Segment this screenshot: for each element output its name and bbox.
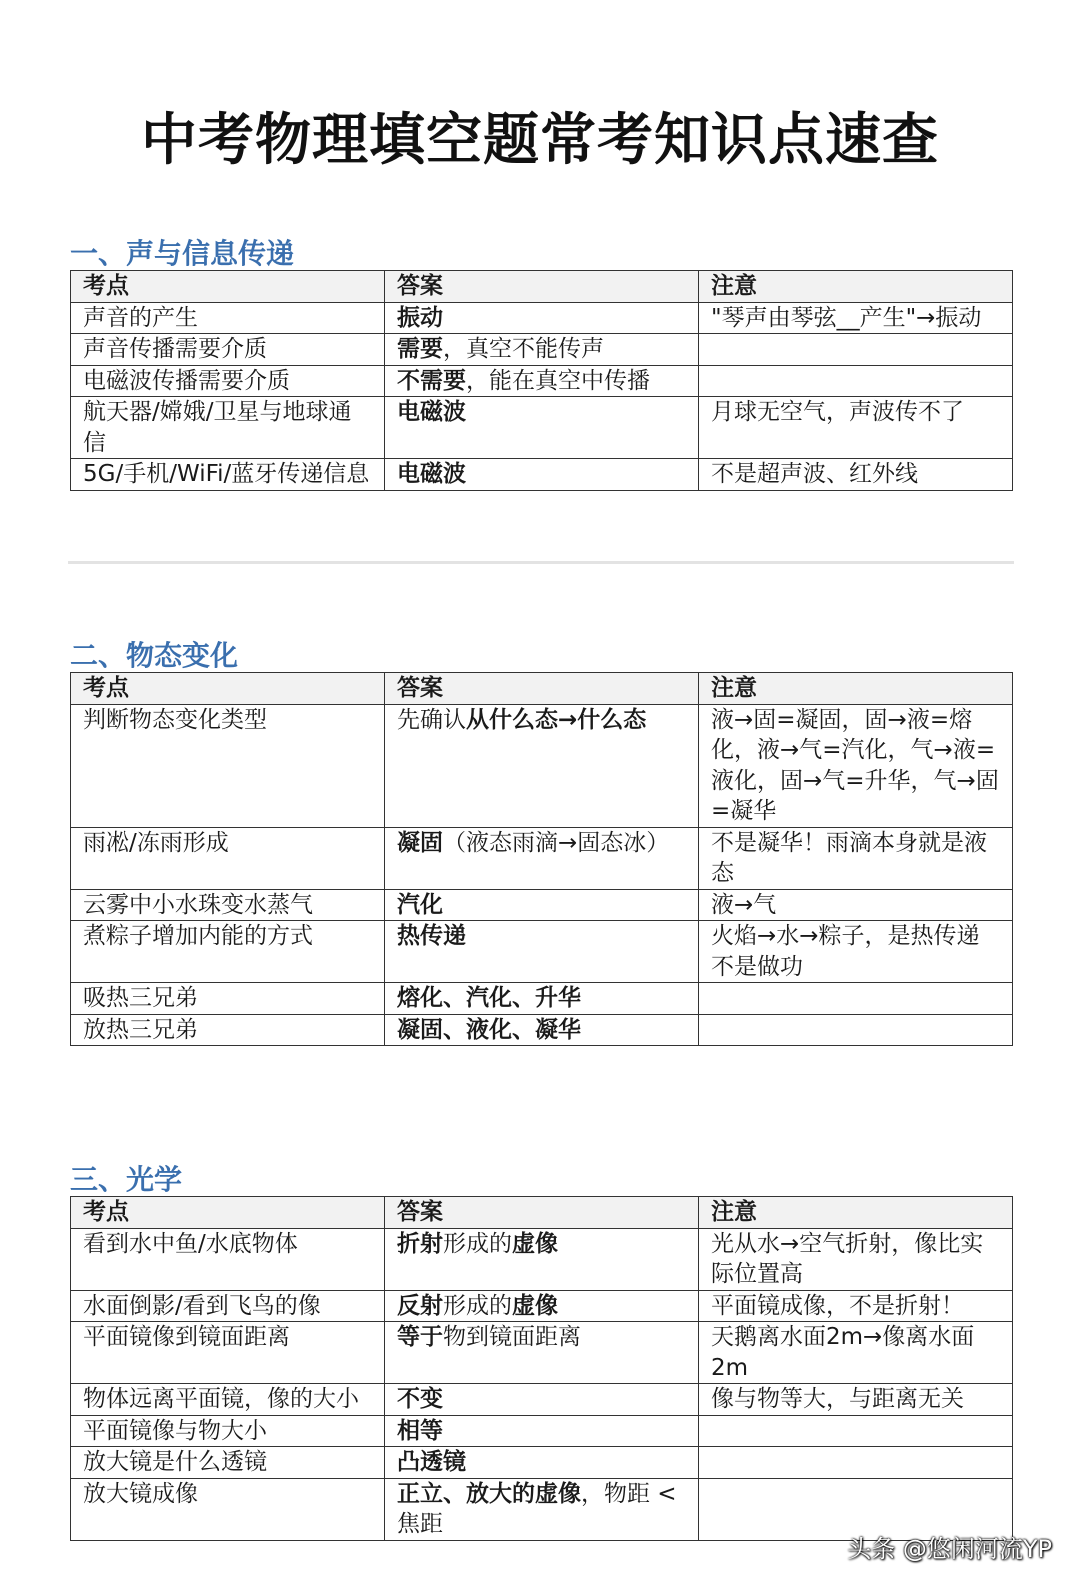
cell-point: 判断物态变化类型 xyxy=(71,704,385,827)
cell-note xyxy=(699,365,1013,397)
page-title: 中考物理填空题常考知识点速查 xyxy=(141,108,939,173)
header-note: 注意 xyxy=(699,1197,1013,1229)
answer-keyword: 反射 xyxy=(397,1292,443,1319)
answer-text: ，物距 < 焦距 xyxy=(397,1480,677,1537)
table-optics xyxy=(70,1196,1013,1541)
section-heading-sound: 一、声与信息传递 xyxy=(70,237,295,270)
cell-answer xyxy=(385,827,699,889)
table-row xyxy=(71,334,1013,366)
table-row xyxy=(71,983,1013,1015)
table-row xyxy=(71,397,1013,459)
header-point: 考点 xyxy=(71,673,385,705)
cell-answer xyxy=(385,1478,699,1540)
header-point: 考点 xyxy=(71,1197,385,1229)
cell-note: 光从水→空气折射，像比实际位置高 xyxy=(699,1228,1013,1290)
cell-answer xyxy=(385,921,699,983)
answer-keyword: 等于 xyxy=(397,1324,443,1350)
answer-text: （液态雨滴→固态冰） xyxy=(443,829,670,856)
answer-keyword: 凸透镜 xyxy=(397,1449,466,1475)
cell-note: "琴声由琴弦__产生"→振动 xyxy=(699,302,1013,334)
cell-answer xyxy=(385,1415,699,1447)
cell-answer xyxy=(385,983,699,1015)
answer-keyword: 不需要 xyxy=(397,367,466,394)
answer-text: 物到镜面距离 xyxy=(443,1324,581,1350)
cell-point: 平面镜像与物大小 xyxy=(71,1415,385,1447)
table-row xyxy=(71,1384,1013,1416)
table-row xyxy=(71,704,1013,827)
table-row xyxy=(71,1322,1013,1384)
table-row xyxy=(71,1447,1013,1479)
header-point: 考点 xyxy=(71,271,385,303)
header-answer: 答案 xyxy=(385,673,699,705)
answer-text: ，能在真空中传播 xyxy=(466,367,650,394)
cell-point: 物体远离平面镜，像的大小 xyxy=(71,1384,385,1416)
cell-point: 航天器/嫦娥/卫星与地球通信 xyxy=(71,397,385,459)
cell-note: 不是超声波、红外线 xyxy=(699,459,1013,491)
section-divider xyxy=(68,561,1014,564)
cell-note: 像与物等大，与距离无关 xyxy=(699,1384,1013,1416)
cell-point: 放大镜是什么透镜 xyxy=(71,1447,385,1479)
cell-note xyxy=(699,334,1013,366)
cell-answer xyxy=(385,1014,699,1046)
answer-keyword: 正立、放大的虚像 xyxy=(397,1480,581,1507)
answer-keyword: 汽化 xyxy=(397,891,443,918)
cell-answer xyxy=(385,1290,699,1322)
answer-keyword: 熔化、汽化、升华 xyxy=(397,985,581,1011)
cell-point: 放大镜成像 xyxy=(71,1478,385,1540)
table-row xyxy=(71,1415,1013,1447)
cell-point: 看到水中鱼/水底物体 xyxy=(71,1228,385,1290)
answer-keyword: 虚像 xyxy=(512,1230,558,1257)
header-answer: 答案 xyxy=(385,1197,699,1229)
table-row xyxy=(71,302,1013,334)
cell-note xyxy=(699,1014,1013,1046)
table-sound xyxy=(70,270,1013,491)
cell-note: 火焰→水→粽子，是热传递不是做功 xyxy=(699,921,1013,983)
cell-note xyxy=(699,1415,1013,1447)
answer-keyword: 相等 xyxy=(397,1417,443,1444)
cell-point: 声音的产生 xyxy=(71,302,385,334)
cell-point: 5G/手机/WiFi/蓝牙传递信息 xyxy=(71,459,385,491)
cell-point: 电磁波传播需要介质 xyxy=(71,365,385,397)
cell-answer xyxy=(385,1384,699,1416)
cell-answer xyxy=(385,889,699,921)
cell-answer xyxy=(385,397,699,459)
answer-keyword: 不变 xyxy=(397,1386,443,1412)
answer-text: 形成的 xyxy=(443,1292,512,1319)
header-note: 注意 xyxy=(699,271,1013,303)
header-note: 注意 xyxy=(699,673,1013,705)
cell-answer xyxy=(385,365,699,397)
cell-point: 雨凇/冻雨形成 xyxy=(71,827,385,889)
answer-keyword: 热传递 xyxy=(397,923,466,949)
cell-point: 声音传播需要介质 xyxy=(71,334,385,366)
section-heading-optics: 三、光学 xyxy=(70,1163,183,1196)
cell-note: 液→固=凝固，固→液=熔化，液→气=汽化，气→液=液化，固→气=升华，气→固=凝华 xyxy=(699,704,1013,827)
cell-note: 平面镜成像，不是折射！ xyxy=(699,1290,1013,1322)
cell-point: 放热三兄弟 xyxy=(71,1014,385,1046)
header-answer: 答案 xyxy=(385,271,699,303)
cell-note: 月球无空气，声波传不了 xyxy=(699,397,1013,459)
cell-answer xyxy=(385,1447,699,1479)
cell-answer xyxy=(385,334,699,366)
answer-keyword: 电磁波 xyxy=(397,461,466,487)
answer-keyword: 电磁波 xyxy=(397,399,466,425)
answer-keyword: 凝固 xyxy=(397,829,443,856)
cell-answer xyxy=(385,302,699,334)
answer-keyword: 从什么态→什么态 xyxy=(466,706,647,733)
table-row xyxy=(71,889,1013,921)
table-states xyxy=(70,672,1013,1046)
section-heading-states: 二、物态变化 xyxy=(70,639,239,672)
table-row xyxy=(71,1228,1013,1290)
answer-keyword: 振动 xyxy=(397,304,443,331)
answer-keyword: 需要 xyxy=(397,336,443,362)
cell-answer xyxy=(385,704,699,827)
table-row xyxy=(71,1014,1013,1046)
cell-point: 煮粽子增加内能的方式 xyxy=(71,921,385,983)
table-row xyxy=(71,827,1013,889)
cell-point: 吸热三兄弟 xyxy=(71,983,385,1015)
cell-answer xyxy=(385,459,699,491)
cell-answer xyxy=(385,1228,699,1290)
cell-note: 不是凝华！雨滴本身就是液态 xyxy=(699,827,1013,889)
answer-keyword: 虚像 xyxy=(512,1292,558,1319)
answer-keyword: 凝固、液化、凝华 xyxy=(397,1016,581,1043)
answer-keyword: 折射 xyxy=(397,1230,443,1257)
cell-point: 云雾中小水珠变水蒸气 xyxy=(71,889,385,921)
table-row xyxy=(71,921,1013,983)
cell-point: 平面镜像到镜面距离 xyxy=(71,1322,385,1384)
table-row xyxy=(71,365,1013,397)
answer-text: ，真空不能传声 xyxy=(443,336,604,362)
cell-point: 水面倒影/看到飞鸟的像 xyxy=(71,1290,385,1322)
answer-text: 先确认 xyxy=(397,706,466,733)
cell-note: 液→气 xyxy=(699,889,1013,921)
cell-note xyxy=(699,983,1013,1015)
table-row xyxy=(71,1290,1013,1322)
cell-note: 天鹅离水面2m→像离水面2m xyxy=(699,1322,1013,1384)
answer-text: 形成的 xyxy=(443,1230,512,1257)
cell-note xyxy=(699,1447,1013,1479)
cell-answer xyxy=(385,1322,699,1384)
watermark: 头条 @悠闲河流YP xyxy=(847,1535,1052,1563)
table-row xyxy=(71,459,1013,491)
